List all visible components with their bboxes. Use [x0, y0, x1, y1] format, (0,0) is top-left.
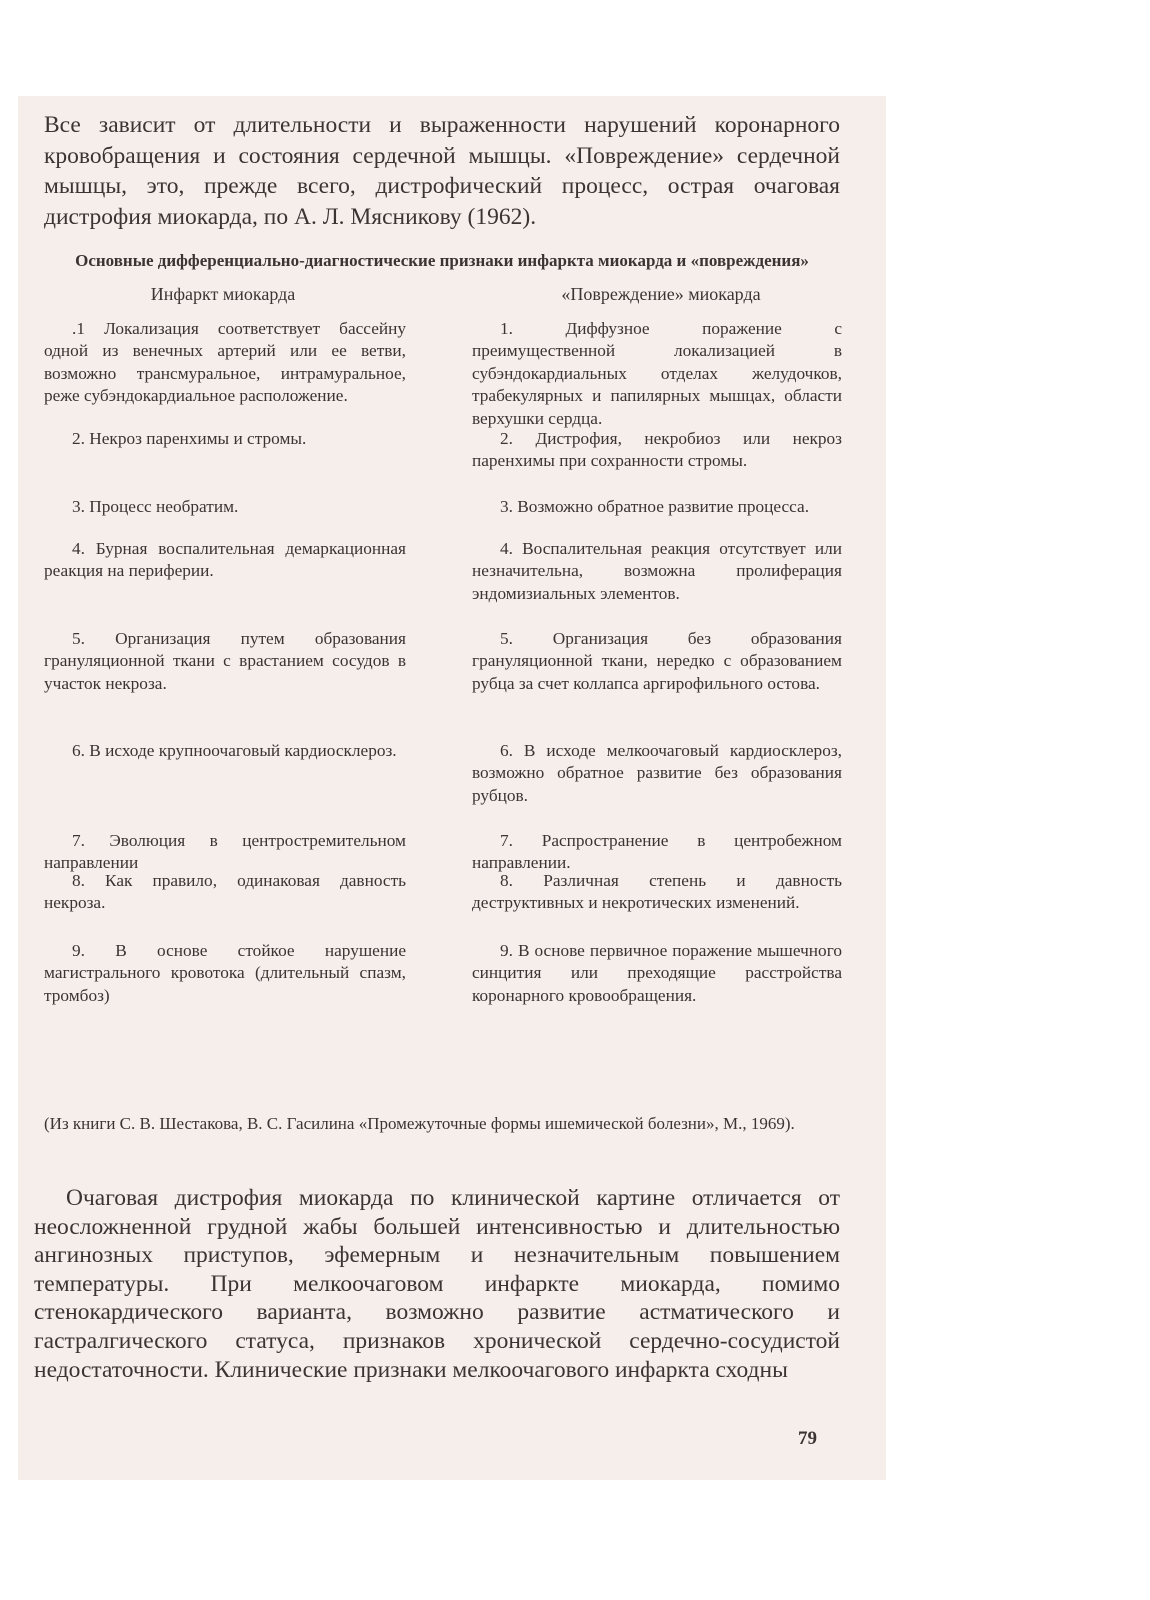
column-heading-infarction: Инфаркт миокарда: [150, 284, 296, 304]
damage-item-9: 9. В основе первичное поражение мышечного синцития или преходящие расстройства коронарного кровообращения.: [472, 941, 842, 1005]
body-paragraph: Очаговая дистрофия миокарда по клинической картине отличается от неосложненной грудной жабы большей интенсивностью и длительностью ангинозных приступов, эфемерным и незначительным повышением температуры. При мелкоочаговом инфаркте миокарда, помимо стенокардического варианта, возможно развитие астматического и гастралгического статуса, признаков хронической сердечно-сосудистой недостаточности. Клинические признаки мелкоочагового инфаркта сходны: [34, 1185, 840, 1383]
infarction-item-9: 9. В основе стойкое нарушение магистрального кровотока (длительный спазм, тромбоз): [44, 941, 406, 1005]
infarction-item-6: 6. В исходе крупноочаговый кардиосклероз.: [72, 741, 397, 760]
damage-item-8: 8. Различная степень и давность деструктивных и некротических изменений.: [472, 871, 842, 913]
damage-item-3: 3. Возможно обратное развитие процесса.: [500, 497, 810, 516]
book-page: [18, 96, 886, 1480]
infarction-item-1: .1 Локализация соответствует бассейну одной из венечных артерий или ее ветви, возможно трансмуральное, интрамуральное, реже субэндокардиальное расположение.: [44, 319, 406, 406]
damage-item-5: 5. Организация без образования грануляционной ткани, нередко с образованием рубца за счет коллапса аргирофильного остова.: [472, 629, 842, 693]
damage-item-7: 7. Распространение в центробежном направлении.: [472, 831, 842, 873]
source-citation: (Из книги С. В. Шестакова, В. С. Гасилина «Промежуточные формы ишемической болезни», М., 1969).: [44, 1114, 795, 1133]
infarction-item-8: 8. Как правило, одинаковая давность некроза.: [44, 871, 406, 913]
intro-paragraph: Все зависит от длительности и выраженности нарушений коронарного кровобращения и состояния сердечной мышцы. «Повреждение» сердечной мышцы, это, прежде всего, дистрофический процесс, острая очаговая дистрофия миокарда, по А. Л. Мясникову (1962).: [44, 112, 840, 230]
infarction-item-2: 2. Некроз паренхимы и стромы.: [72, 429, 307, 448]
table-column-headings: [44, 282, 840, 306]
comparison-table: [44, 306, 840, 1034]
damage-item-6: 6. В исходе мелкоочаговый кардиосклероз, возможно обратное развитие без образования рубцов.: [472, 741, 842, 805]
infarction-item-5: 5. Организация путем образования грануляционной ткани с врастанием сосудов в участок некроза.: [44, 629, 406, 693]
column-heading-damage: «Повреждение» миокарда: [561, 284, 761, 304]
infarction-item-4: 4. Бурная воспалительная демаркационная реакция на периферии.: [44, 539, 406, 581]
damage-item-4: 4. Воспалительная реакция отсутствует или незначительна, возможна пролиферация эндомизиальных элементов.: [472, 539, 842, 603]
infarction-item-7: 7. Эволюция в центростремительном направлении: [44, 831, 406, 873]
damage-item-1: 1. Диффузное поражение с преимущественной локализацией в субэндокардиальных отделах желудочков, трабекулярных и папилярных мышцах, области верхушки сердца.: [472, 319, 842, 428]
table-caption: Основные дифференциально-диагностические признаки инфаркта миокарда и «повреждения»: [75, 251, 809, 270]
damage-item-2: 2. Дистрофия, некробиоз или некроз паренхимы при сохранности стромы.: [472, 429, 842, 471]
infarction-item-3: 3. Процесс необратим.: [72, 497, 239, 516]
page-number: 79: [798, 1428, 817, 1449]
